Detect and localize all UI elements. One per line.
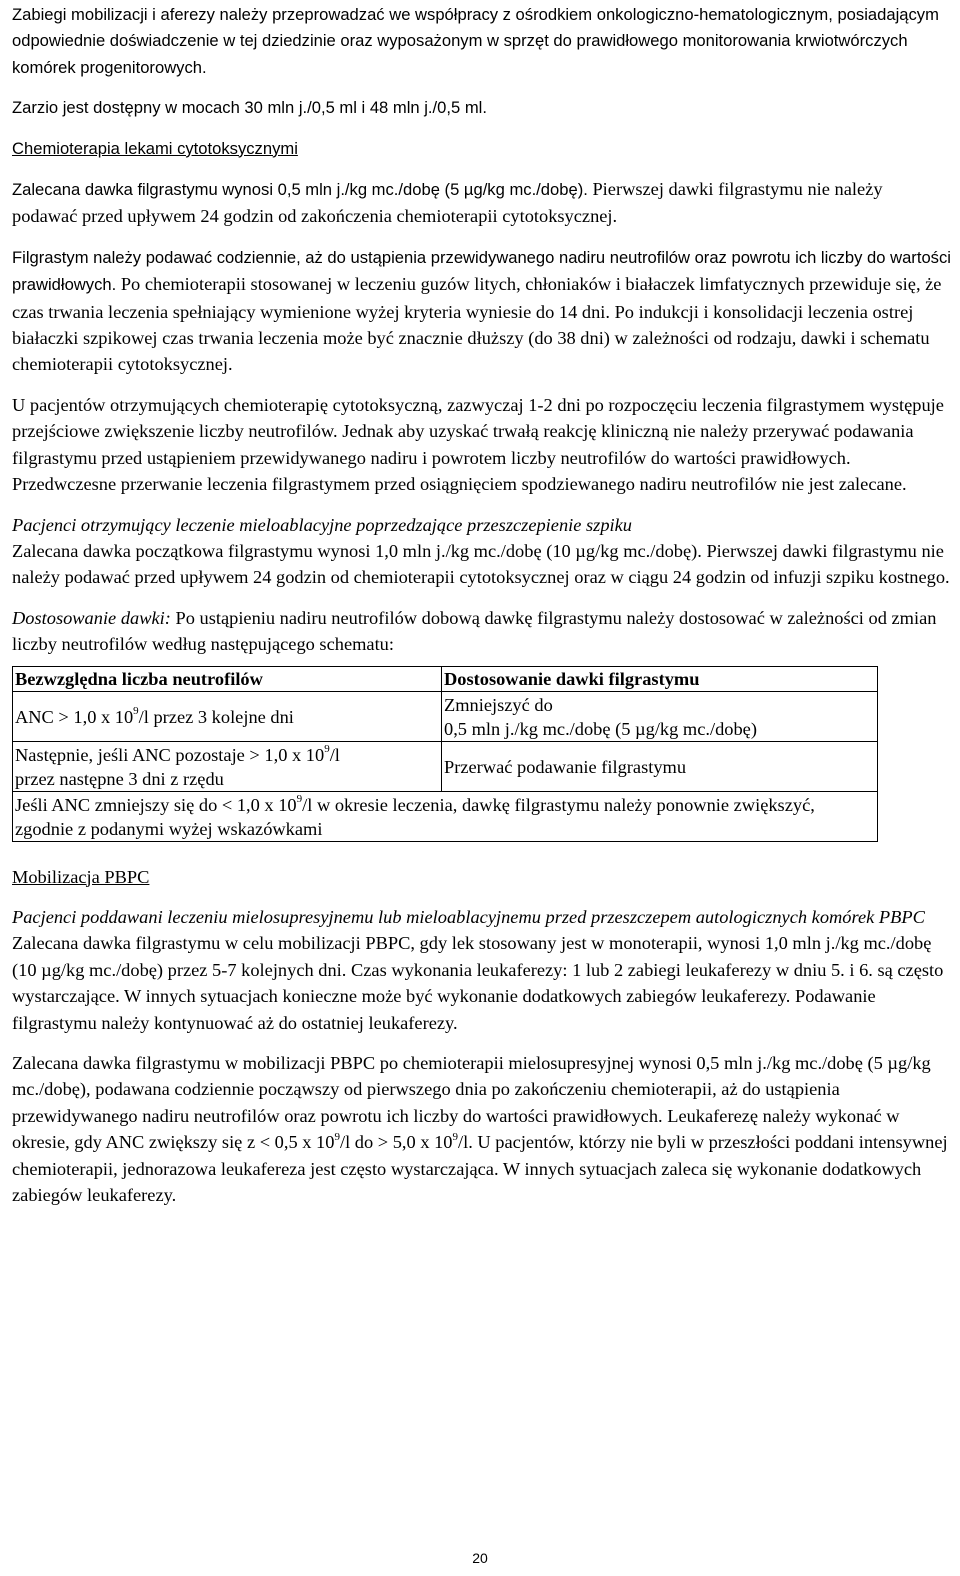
dose-adjustment-label: Dostosowanie dawki: (12, 607, 171, 628)
dose-adjustment-text: Po ustąpieniu nadiru neutrofilów dobową dawkę filgrastymu należy dostosować w zależności od zmian liczby neutrofilów według następującego schematu: (12, 607, 937, 655)
chemo-response-paragraph: U pacjentów otrzymujących chemioterapię cytotoksyczną, zazwyczaj 1-2 dni po rozpoczęciu leczenia filgrastymem występuje przejściowe zwiększenie liczby neutrofilów. Jednak aby uzyskać trwałą reakcję kliniczną nie należy przerywać podawania filgrastymu przed ustąpieniem przewidywanego nadiru i powrotem liczby neutrofilów do wartości prawidłowych. Przedwczesne przerwanie leczenia filgrastymem przed osiągnięciem spodziewanego nadiru neutrofilów nie jest zalecane. (12, 394, 944, 495)
table-cell-dose-1: Zmniejszyć do 0,5 mln j./kg mc./dobę (5 µg/kg mc./dobę) (442, 691, 878, 741)
chemo-dose-paragraph (12, 176, 952, 230)
pbpc-subheading: Pacjenci poddawani leczeniu mielosupresyjnemu lub mieloablacyjnemu przed przeszczepem autologicznych komórek PBPC (12, 906, 925, 927)
table-row (13, 791, 878, 841)
pbpc-heading: Mobilizacja PBPC (12, 866, 150, 887)
chemo-duration-rest: Po chemioterapii stosowanej w leczeniu guzów litych, chłoniaków i białaczek limfatycznych przewiduje się, że czas trwania leczenia spełniający wymienione wyżej kryteria wyniesie do 14 dni. Po indukcji i konsolidacji leczenia ostrej białaczki szpikowej czas trwania leczenia może być znacznie dłuższy (do 38 dni) w zależności od rodzaju, dawki i schematu chemioterapii cytotoksycznej. (12, 274, 942, 375)
intro-paragraph: Zabiegi mobilizacji i aferezy należy przeprowadzać we współpracy z ośrodkiem onkologiczno-hematologicznym, posiadającym odpowiednie doświadczenie w tej dziedzinie oraz wyposażonym w sprzęt do prawidłowego monitorowania krwiotwórczych komórek progenitorowych. (12, 5, 939, 77)
pbpc-monotherapy-paragraph: Zalecana dawka filgrastymu w celu mobilizacji PBPC, gdy lek stosowany jest w monoterapii, wynosi 1,0 mln j./kg mc./dobę (10 µg/kg mc./dobę) przez 5-7 kolejnych dni. Czas wykonania leukaferezy: 1 lub 2 zabiegi leukaferezy w dniu 5. i 6. są często wystarczające. W innych sytuacjach konieczne może być wykonanie dodatkowych zabiegów leukaferezy. Podawanie filgrastymu należy kontynuować aż do ostatniej leukaferezy. (12, 933, 944, 1033)
dose-adjustment-table (12, 666, 878, 842)
table-cell-anc-2: Następnie, jeśli ANC pozostaje > 1,0 x $10^9/l$ przez następne 3 dni z rzędu (13, 741, 442, 791)
table-row (13, 691, 878, 741)
chemo-dose-rest: Pierwszej dawki filgrastymu nie należy podawać przed upływem 24 godzin od zakończenia chemioterapii cytotoksycznej. (12, 179, 883, 227)
page-number: 20 (472, 1550, 488, 1566)
table-row (13, 741, 878, 791)
document-page (12, 0, 952, 1208)
myeloablative-dose-paragraph: Zalecana dawka początkowa filgrastymu wynosi 1,0 mln j./kg mc./dobę (10 µg/kg mc./dobę). Pierwszej dawki filgrastymu nie należy podawać przed upływem 24 godzin od chemioterapii cytotoksycznej oraz w ciągu 24 godzin od infuzji szpiku kostnego. (12, 540, 950, 588)
chemo-duration-sentence: Filgrastym należy podawać codziennie, aż do ustąpienia przewidywanego nadiru neutrofilów oraz powrotu ich liczby do wartości prawidłowych. (12, 247, 951, 295)
pbpc-chemo-paragraph: Zalecana dawka filgrastymu w mobilizacji PBPC po chemioterapii mielosupresyjnej wynosi 0,5 mln j./kg mc./dobę (5 µg/kg mc./dobę), podawana codziennie począwszy od pierwszego dnia po zakończeniu chemioterapii, aż do ustąpienia przewidywanego nadiru neutrofilów oraz powrotu ich liczby do wartości prawidłowych. Leukaferezę należy wykonać w okresie, gdy ANC zwiększy się z < 0,5 x $10^9/l$ do > 5,0 x $10^9/l$. U pacjentów, którzy nie byli w przeszłości poddani intensywnej chemioterapii, jednorazowa leukafereza jest często wystarczająca. W innych sytuacjach zaleca się wykonanie dodatkowych zabiegów leukaferezy. (12, 1052, 948, 1205)
myeloablative-heading: Pacjenci otrzymujący leczenie mieloablacyjne poprzedzające przeszczepienie szpiku (12, 514, 632, 535)
table-cell-anc-1: ANC > 1,0 x $10^9/l$ przez 3 kolejne dni (13, 691, 442, 741)
chemo-dose-sentence: Zalecana dawka filgrastymu wynosi 0,5 mln j./kg mc./dobę (5 µg/kg mc./dobę). (12, 180, 588, 200)
availability-paragraph: Zarzio jest dostępny w mocach 30 mln j./0,5 ml i 48 mln j./0,5 ml. (12, 98, 487, 118)
chemo-heading: Chemioterapia lekami cytotoksycznymi (12, 138, 298, 158)
table-header-row (13, 666, 878, 691)
table-cell-dose-2: Przerwać podawanie filgrastymu (442, 741, 878, 791)
table-header-dose: Dostosowanie dawki filgrastymu (442, 666, 878, 691)
table-header-anc: Bezwzględna liczba neutrofilów (13, 666, 442, 691)
table-cell-note: Jeśli ANC zmniejszy się do < 1,0 x $10^9/l$ w okresie leczenia, dawkę filgrastymu należy ponownie zwiększyć, zgodnie z podanymi wyżej wskazówkami (13, 791, 878, 841)
chemo-duration-paragraph (12, 244, 952, 378)
dose-adjustment-paragraph (12, 605, 952, 658)
